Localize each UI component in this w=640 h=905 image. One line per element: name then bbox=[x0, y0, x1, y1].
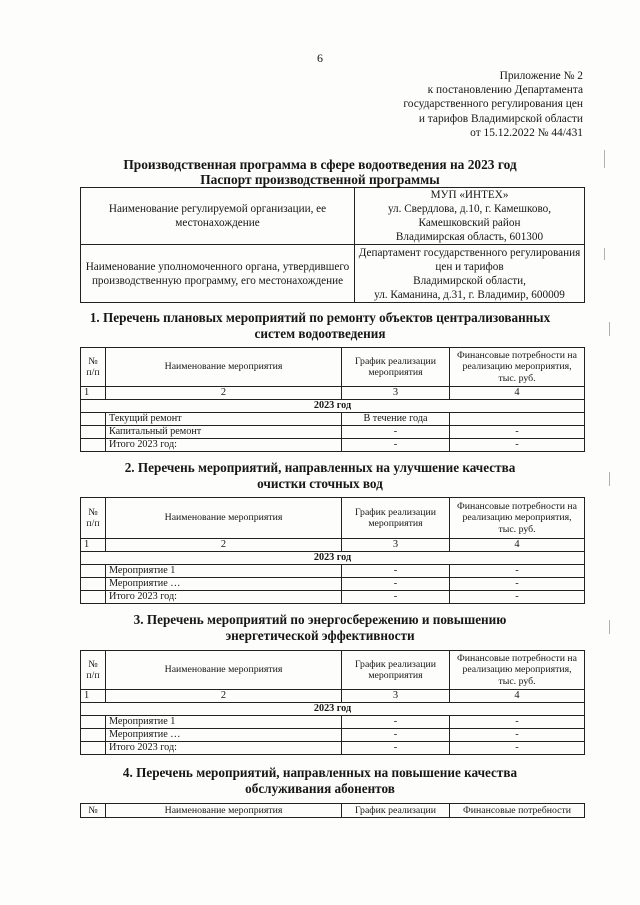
passport-value-line: Владимирская область, 601300 bbox=[395, 231, 544, 243]
col-header-schedule: График реализации bbox=[342, 804, 450, 818]
page-number: 6 bbox=[317, 51, 323, 65]
table-row bbox=[81, 742, 585, 755]
table-row bbox=[81, 439, 585, 452]
year-row bbox=[81, 400, 585, 413]
section-title-line: 1. Перечень плановых мероприятий по ремонту объектов централизованных bbox=[89, 310, 551, 325]
scan-mark bbox=[609, 620, 610, 634]
section-title bbox=[0, 460, 640, 492]
col-header-finance: Финансовые потребности bbox=[450, 804, 585, 818]
title-line: Производственная программа в сфере водоотведения на 2023 год bbox=[123, 157, 517, 172]
column-number-row bbox=[81, 387, 585, 400]
col-header-schedule: График реализации мероприятия bbox=[342, 498, 450, 539]
row-no bbox=[81, 578, 106, 591]
table-row bbox=[81, 578, 585, 591]
row-schedule: - bbox=[342, 565, 450, 578]
row-name: Мероприятие 1 bbox=[106, 565, 342, 578]
column-number: 4 bbox=[450, 690, 585, 703]
col-header-finance: Финансовые потребности на реализацию мероприятия, тыс. руб. bbox=[450, 498, 585, 539]
row-name: Текущий ремонт bbox=[106, 413, 342, 426]
row-name: Итого 2023 год: bbox=[106, 439, 342, 452]
table-row bbox=[81, 426, 585, 439]
passport-value bbox=[355, 188, 585, 245]
column-number-row bbox=[81, 690, 585, 703]
row-schedule: - bbox=[342, 578, 450, 591]
treatment-quality-table bbox=[80, 497, 585, 604]
row-schedule: В течение года bbox=[342, 413, 450, 426]
column-number-row bbox=[81, 539, 585, 552]
repair-plan-table bbox=[80, 347, 585, 452]
section-title-line: очистки сточных вод bbox=[257, 476, 383, 491]
column-number: 1 bbox=[81, 387, 106, 400]
table-row bbox=[81, 413, 585, 426]
row-name: Мероприятие … bbox=[106, 578, 342, 591]
row-schedule: - bbox=[342, 591, 450, 604]
passport-value-line: Камешковский район bbox=[418, 217, 521, 229]
col-header-schedule: График реализации мероприятия bbox=[342, 348, 450, 387]
row-name: Итого 2023 год: bbox=[106, 742, 342, 755]
section-title bbox=[0, 310, 640, 342]
row-no bbox=[81, 426, 106, 439]
row-schedule: - bbox=[342, 742, 450, 755]
row-name: Мероприятие … bbox=[106, 729, 342, 742]
row-name: Итого 2023 год: bbox=[106, 591, 342, 604]
table-header-row bbox=[81, 804, 585, 818]
column-number: 3 bbox=[342, 690, 450, 703]
col-header-no: № п/п bbox=[81, 651, 106, 690]
year-label: 2023 год bbox=[81, 703, 585, 716]
row-finance: - bbox=[450, 716, 585, 729]
table-header-row bbox=[81, 498, 585, 539]
column-number: 1 bbox=[81, 539, 106, 552]
section-title-line: 4. Перечень мероприятий, направленных на повышение качества bbox=[122, 765, 518, 780]
passport-value-line: Владимирской области, bbox=[413, 274, 526, 287]
column-number: 4 bbox=[450, 539, 585, 552]
section-title-line: 3. Перечень мероприятий по энергосбережению и повышению bbox=[133, 612, 507, 627]
section-title bbox=[0, 612, 640, 644]
col-header-name: Наименование мероприятия bbox=[106, 651, 342, 690]
appendix-line: к постановлению Департамента bbox=[427, 84, 583, 97]
table-row bbox=[81, 565, 585, 578]
passport-value-line: ул. Каманина, д.31, г. Владимир, 600009 bbox=[374, 288, 565, 301]
table-row bbox=[81, 729, 585, 742]
column-number: 2 bbox=[106, 539, 342, 552]
col-header-schedule: График реализации мероприятия bbox=[342, 651, 450, 690]
column-number: 2 bbox=[106, 690, 342, 703]
scan-mark bbox=[609, 322, 610, 336]
section-title-line: обслуживания абонентов bbox=[245, 781, 395, 796]
row-no bbox=[81, 742, 106, 755]
row-finance: - bbox=[450, 426, 585, 439]
column-number: 1 bbox=[81, 690, 106, 703]
col-header-name: Наименование мероприятия bbox=[106, 804, 342, 818]
row-finance: - bbox=[450, 578, 585, 591]
table-row bbox=[81, 591, 585, 604]
document-title bbox=[0, 157, 640, 187]
appendix-line: Приложение № 2 bbox=[499, 70, 583, 82]
row-no bbox=[81, 439, 106, 452]
passport-value-line: цен и тарифов bbox=[435, 260, 504, 273]
section-title bbox=[0, 765, 640, 797]
row-no bbox=[81, 729, 106, 742]
scan-mark bbox=[604, 150, 605, 168]
passport-table bbox=[80, 187, 585, 303]
year-label: 2023 год bbox=[81, 400, 585, 413]
row-name: Мероприятие 1 bbox=[106, 716, 342, 729]
table-row bbox=[81, 716, 585, 729]
col-header-no: № п/п bbox=[81, 348, 106, 387]
column-number: 3 bbox=[342, 539, 450, 552]
appendix-line: от 15.12.2022 № 44/431 bbox=[470, 126, 583, 139]
row-no bbox=[81, 413, 106, 426]
customer-service-table bbox=[80, 803, 585, 818]
energy-efficiency-table bbox=[80, 650, 585, 755]
year-label: 2023 год bbox=[81, 552, 585, 565]
table-header-row bbox=[81, 651, 585, 690]
row-finance: - bbox=[450, 742, 585, 755]
col-header-finance: Финансовые потребности на реализацию мероприятия, тыс. руб. bbox=[450, 348, 585, 387]
col-header-no: № bbox=[81, 804, 106, 818]
appendix-header bbox=[303, 69, 583, 140]
passport-row bbox=[81, 188, 585, 245]
year-row bbox=[81, 552, 585, 565]
year-row bbox=[81, 703, 585, 716]
row-finance: - bbox=[450, 591, 585, 604]
row-schedule: - bbox=[342, 426, 450, 439]
appendix-line: и тарифов Владимирской области bbox=[418, 112, 583, 125]
row-no bbox=[81, 591, 106, 604]
table-header-row bbox=[81, 348, 585, 387]
row-no bbox=[81, 565, 106, 578]
row-no bbox=[81, 716, 106, 729]
row-schedule: - bbox=[342, 729, 450, 742]
passport-value-line: Департамент государственного регулирования bbox=[358, 246, 581, 259]
col-header-name: Наименование мероприятия bbox=[106, 498, 342, 539]
column-number: 4 bbox=[450, 387, 585, 400]
col-header-no: № п/п bbox=[81, 498, 106, 539]
section-title-line: 2. Перечень мероприятий, направленных на улучшение качества bbox=[124, 460, 516, 475]
scan-mark bbox=[604, 248, 605, 260]
passport-label: Наименование уполномоченного органа, утвердившего производственную программу, его местонахождение bbox=[81, 245, 355, 303]
row-finance: - bbox=[450, 729, 585, 742]
passport-row bbox=[81, 245, 585, 303]
row-finance: - bbox=[450, 439, 585, 452]
column-number: 2 bbox=[106, 387, 342, 400]
section-title-line: энергетической эффективности bbox=[225, 628, 415, 643]
passport-value bbox=[355, 245, 585, 303]
passport-label: Наименование регулируемой организации, ее местонахождение bbox=[81, 188, 355, 245]
passport-value-line: ул. Свердлова, д.10, г. Камешково, bbox=[387, 203, 552, 215]
passport-value-line: МУП «ИНТЕХ» bbox=[430, 189, 509, 201]
row-schedule: - bbox=[342, 716, 450, 729]
row-finance bbox=[450, 413, 585, 426]
row-name: Капитальный ремонт bbox=[106, 426, 342, 439]
appendix-line: государственного регулирования цен bbox=[403, 98, 583, 111]
column-number: 3 bbox=[342, 387, 450, 400]
row-finance: - bbox=[450, 565, 585, 578]
section-title-line: систем водоотведения bbox=[254, 326, 386, 341]
title-line: Паспорт производственной программы bbox=[200, 172, 440, 187]
col-header-name: Наименование мероприятия bbox=[106, 348, 342, 387]
scan-mark bbox=[609, 472, 610, 486]
row-schedule: - bbox=[342, 439, 450, 452]
col-header-finance: Финансовые потребности на реализацию мероприятия, тыс. руб. bbox=[450, 651, 585, 690]
